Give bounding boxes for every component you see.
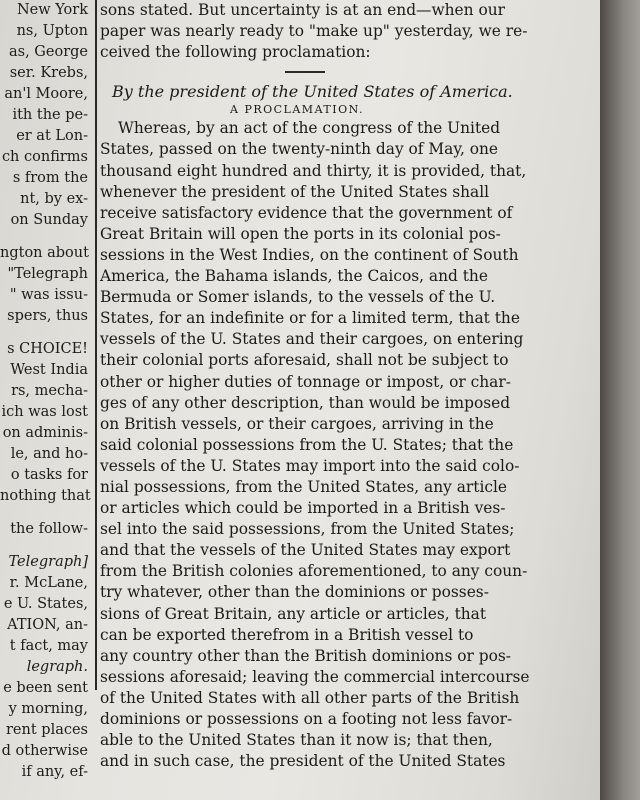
left-column-line: ns, Upton [16, 23, 88, 39]
proclamation-line: their colonial ports aforesaid, shall not be subject to [100, 351, 509, 370]
left-column-line: ch confirms [1, 149, 88, 165]
proclamation-line: said colonial possessions from the U. States; that the [100, 435, 514, 454]
left-column-line: s CHOICE! [7, 341, 88, 357]
left-column-line: if any, ef- [21, 764, 88, 780]
column-rule [95, 0, 97, 690]
left-column-line: o tasks for [10, 467, 88, 483]
proclamation-line: or articles which could be imported in a British ves- [100, 499, 506, 518]
left-column-line: s from the [12, 170, 88, 186]
proclamation-line: whenever the president of the United States shall [100, 182, 490, 201]
left-column-line: ser. Krebs, [9, 65, 88, 81]
left-column-line: legraph. [26, 659, 88, 675]
proclamation-line: sessions in the West Indies, on the continent of South [100, 245, 519, 264]
intro-line: paper was nearly ready to "make up" yesterday, we re- [100, 22, 528, 41]
left-column-line: t fact, may [9, 638, 88, 654]
left-column-line: e been sent [3, 680, 88, 696]
left-column-line: r. McLane, [9, 575, 88, 591]
column-gap [0, 231, 92, 243]
proclamation-line: from the British colonies aforementioned, to any coun- [100, 562, 528, 581]
intro-line: ceived the following proclamation: [100, 43, 371, 62]
left-column-line: le, and ho- [10, 446, 88, 462]
left-column-line: ATION, an- [7, 617, 88, 633]
left-column-line: d otherwise [1, 743, 88, 759]
left-column-line: spers, thus [7, 308, 88, 324]
proclamation-line: receive satisfactory evidence that the government of [100, 203, 513, 222]
proclamation-heading: By the president of the United States of America. [112, 82, 513, 102]
proclamation-line: of the United States with all other parts of the British [100, 688, 520, 707]
proclamation-line: ges of any other description, than would be imposed [100, 393, 511, 412]
proclamation-line: can be exported therefrom in a British vessel to [100, 625, 474, 644]
left-column-line: ngton about [0, 245, 89, 261]
left-column-line: New York [16, 2, 88, 18]
left-column-line: er at Lon- [16, 128, 88, 144]
proclamation-line: Whereas, by an act of the congress of the United [118, 119, 501, 138]
proclamation-line: States, passed on the twenty-ninth day of May, one [100, 140, 499, 159]
section-divider [285, 71, 325, 73]
proclamation-line: on British vessels, or their cargoes, arriving in the [100, 414, 494, 433]
column-gap [0, 507, 92, 519]
left-column-line: the follow- [10, 521, 88, 537]
proclamation-line: America, the Bahama islands, the Caicos, and the [100, 267, 488, 286]
proclamation-line: able to the United States than it now is; that then, [100, 731, 493, 750]
left-column-line: nothing that [0, 488, 91, 504]
left-column-line: rent places [6, 722, 88, 738]
proclamation-line: and that the vessels of the United States may export [100, 541, 511, 560]
left-column-line: nt, by ex- [20, 191, 88, 207]
left-column-line: rs, mecha- [11, 383, 88, 399]
left-column-line: on Sunday [10, 212, 88, 228]
column-gap [0, 540, 92, 552]
left-column-line: y morning, [8, 701, 88, 717]
proclamation-body [100, 118, 540, 772]
left-column-line: ich was lost [1, 404, 88, 420]
proclamation-line: States, for an indefinite or for a limited term, that the [100, 309, 520, 328]
proclamation-line: Bermuda or Somer islands, to the vessels of the U. [100, 288, 496, 307]
left-column-line: as, George [9, 44, 88, 60]
proclamation-line: thousand eight hundred and thirty, it is provided, that, [100, 161, 527, 180]
proclamation-line: any country other than the British dominions or pos- [100, 646, 511, 665]
intro-line: sons stated. But uncertainty is at an end—when our [100, 1, 505, 19]
proclamation-line: sions of Great Britain, any article or articles, that [100, 604, 487, 623]
intro-paragraph [100, 0, 540, 63]
proclamation-line: other or higher duties of tonnage or impost, or char- [100, 372, 511, 391]
left-column-line: "Telegraph [7, 266, 88, 282]
left-column-line: an'l Moore, [4, 86, 88, 102]
left-column-line: e U. States, [3, 596, 88, 612]
proclamation-line: nial possessions, from the United States, any article [100, 477, 508, 496]
proclamation-column [100, 0, 540, 772]
left-column-line: Telegraph] [8, 554, 88, 570]
left-column-fragment [0, 0, 92, 800]
proclamation-subheading: A PROCLAMATION. [230, 103, 365, 117]
proclamation-line: Great Britain will open the ports in its colonial pos- [100, 224, 501, 243]
left-column-line: on adminis- [2, 425, 88, 441]
left-column-line: West India [10, 362, 88, 378]
column-gap [0, 327, 92, 339]
proclamation-line: dominions or possessions on a footing not less favor- [100, 710, 513, 728]
proclamation-line: vessels of the U. States may import into the said colo- [100, 456, 520, 475]
page-shadow-edge [600, 0, 640, 800]
proclamation-line: sessions aforesaid; leaving the commercial intercourse [100, 667, 530, 686]
proclamation-line: vessels of the U. States and their cargoes, on entering [100, 330, 524, 349]
proclamation-line: try whatever, other than the dominions or posses- [100, 583, 489, 602]
left-column-line: ith the pe- [12, 107, 88, 123]
proclamation-line: sel into the said possessions, from the United States; [100, 520, 515, 539]
left-column-line: " was issu- [9, 287, 88, 303]
proclamation-line: and in such case, the president of the United States [100, 752, 506, 771]
